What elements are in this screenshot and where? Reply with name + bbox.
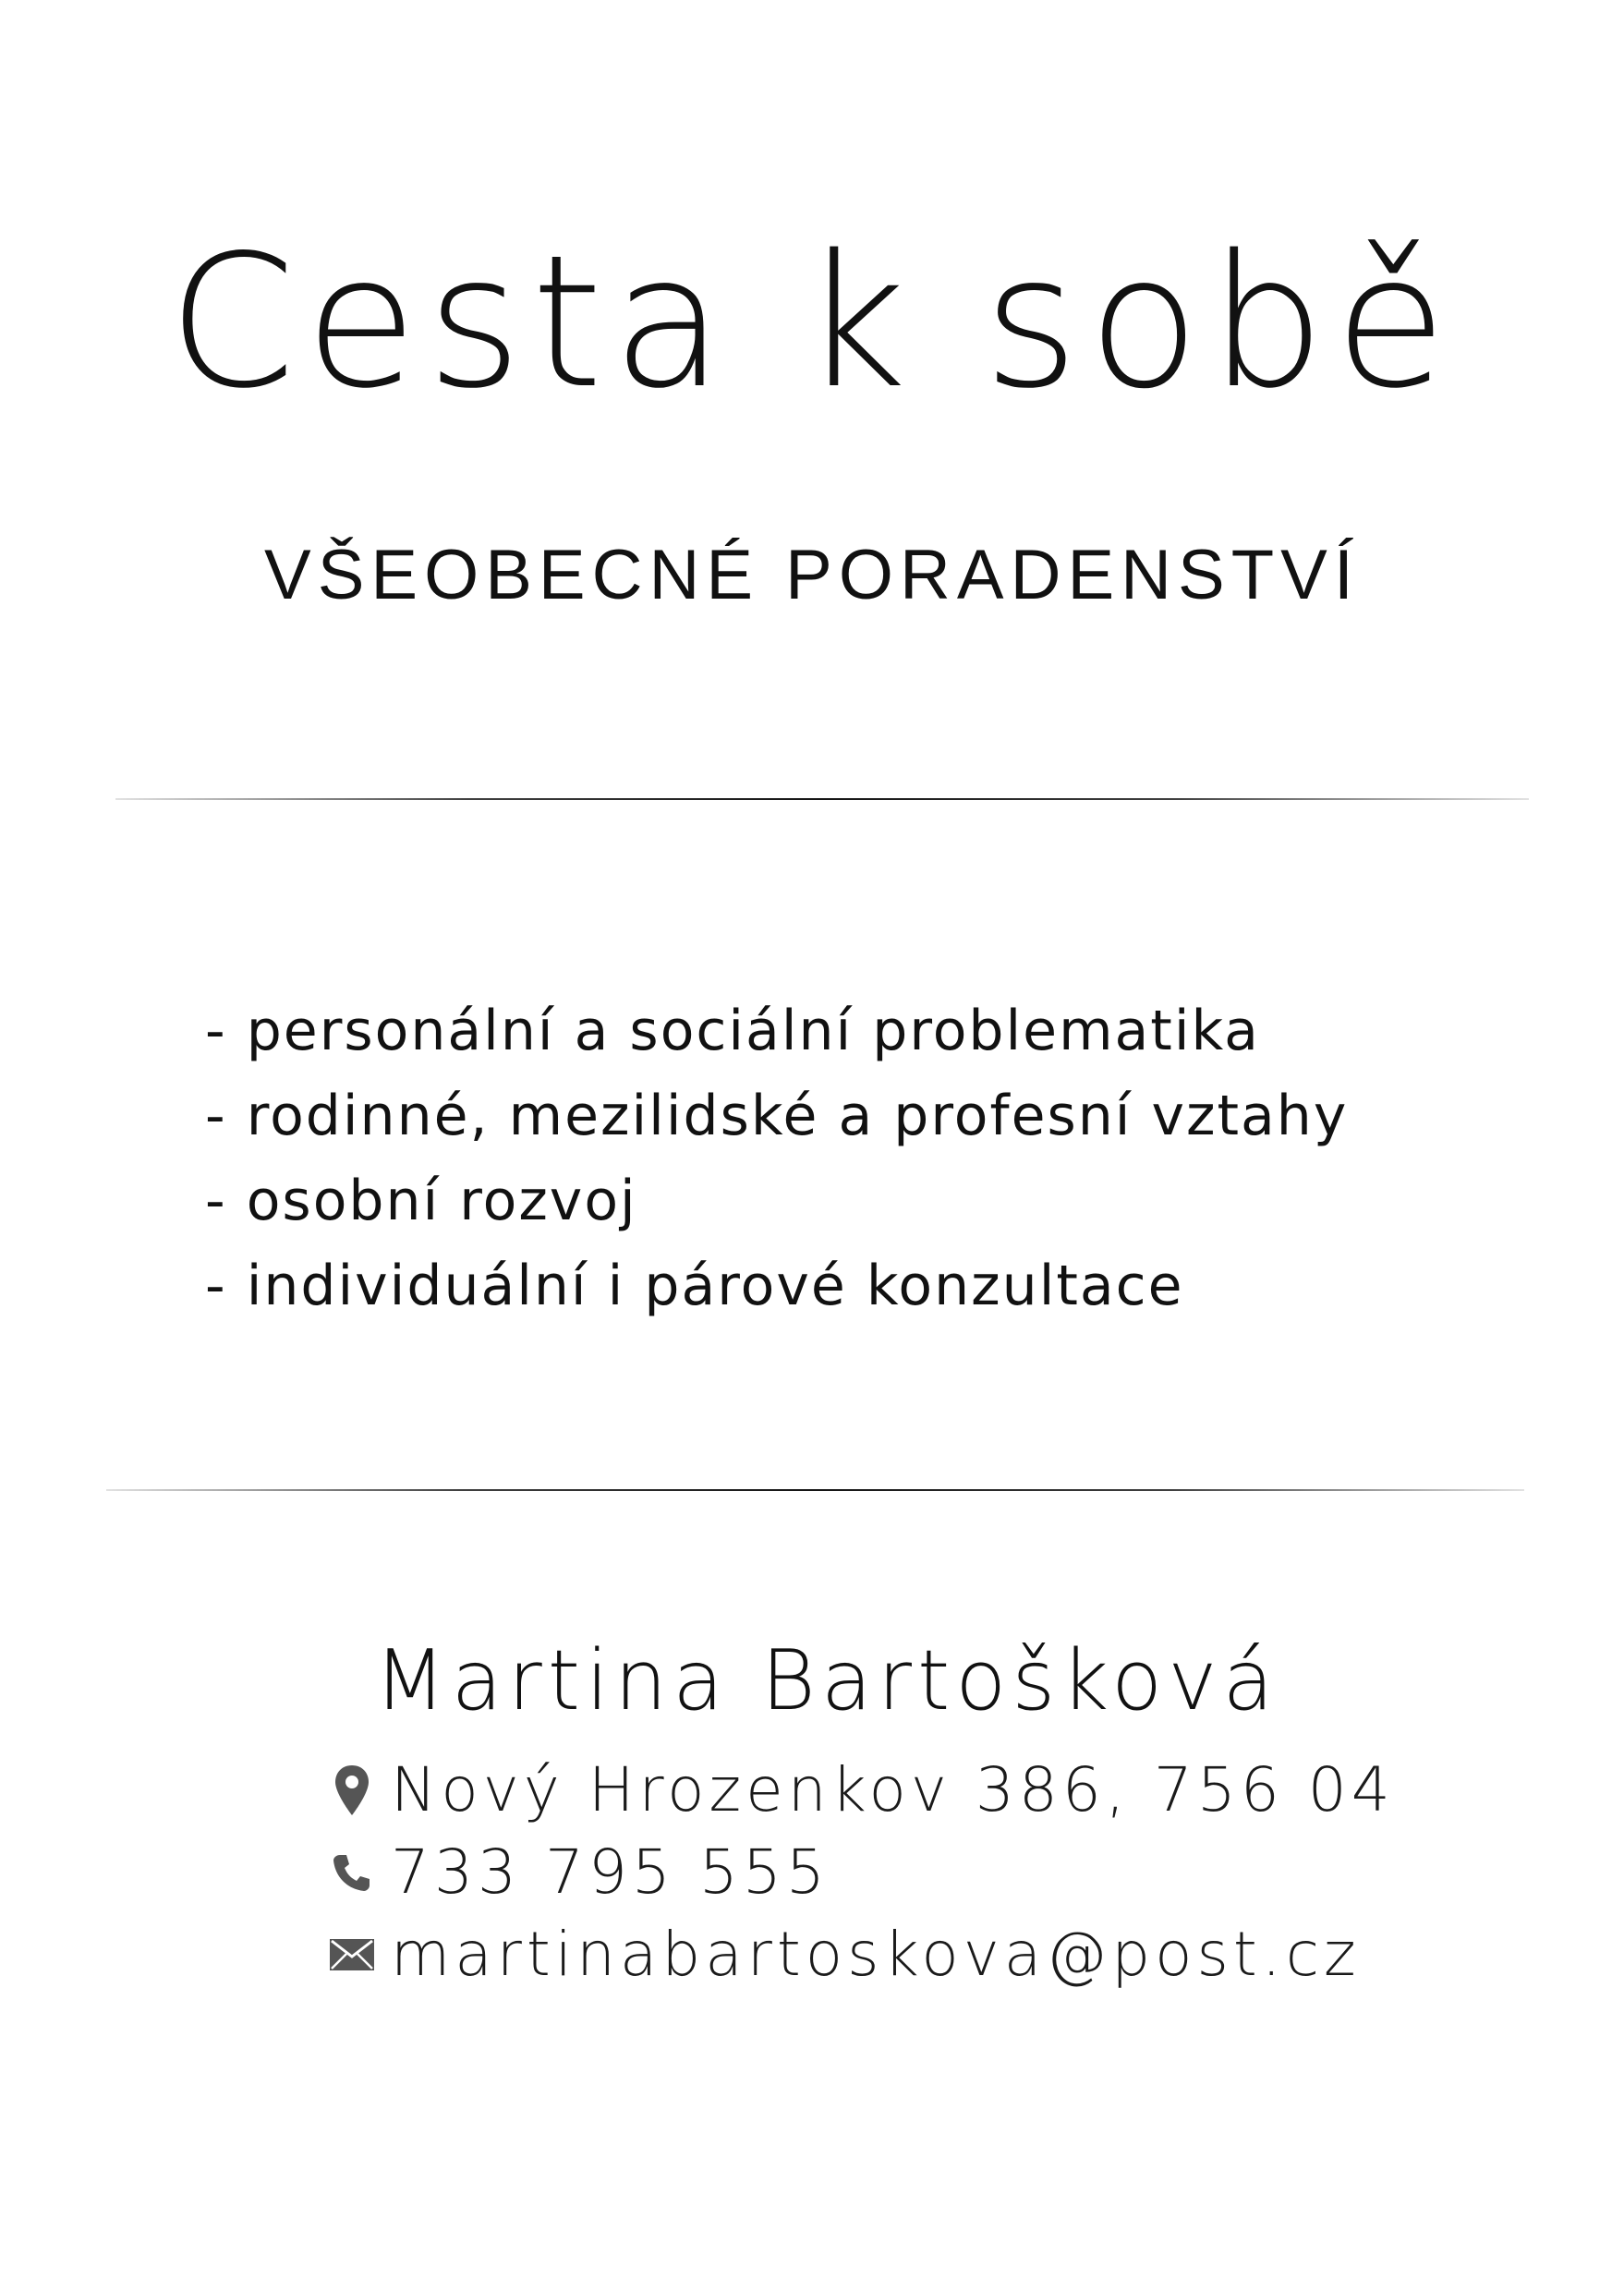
contact-address-row bbox=[328, 1753, 1395, 1827]
contact-name: Martina Bartošková bbox=[374, 1632, 1279, 1729]
envelope-icon bbox=[328, 1925, 376, 1984]
list-item: - individuální i párové konzultace bbox=[205, 1254, 1184, 1318]
list-item: - rodinné, mezilidské a profesní vztahy bbox=[205, 1084, 1349, 1148]
page-subtitle: VŠEOBECNÉ PORADENSTVÍ bbox=[264, 536, 1360, 614]
contact-email: martinabartoskova@post.cz bbox=[391, 1919, 1361, 1990]
services-list bbox=[205, 988, 1348, 1328]
contact-phone: 733 795 555 bbox=[391, 1836, 830, 1908]
contact-phone-row bbox=[328, 1836, 830, 1909]
list-item: - osobní rozvoj bbox=[205, 1169, 637, 1233]
page-title: Cesta k sobě bbox=[167, 215, 1457, 429]
divider-top bbox=[115, 798, 1529, 800]
contact-email-row bbox=[328, 1918, 1361, 1992]
phone-icon bbox=[328, 1843, 376, 1902]
divider-bottom bbox=[106, 1489, 1524, 1491]
list-item: - personální a sociální problematika bbox=[205, 999, 1260, 1063]
contact-address: Nový Hrozenkov 386, 756 04 bbox=[391, 1754, 1395, 1825]
location-pin-icon bbox=[328, 1761, 376, 1820]
